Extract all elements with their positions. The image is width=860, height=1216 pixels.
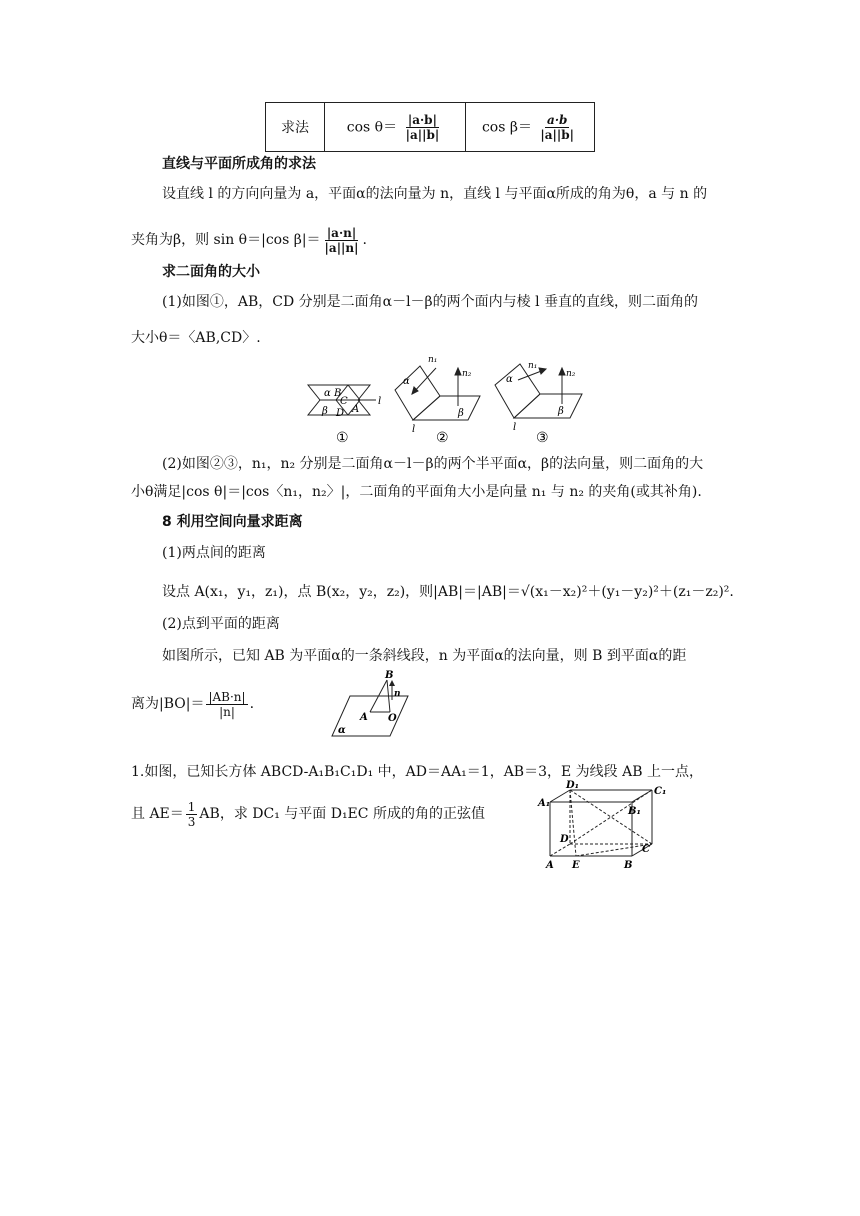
distance-p2: 如图所示，已知 AB 为平面α的一条斜线段，n 为平面α的法向量，则 B 到平面α的距 (162, 648, 687, 664)
cuboid-label-A: A (546, 860, 554, 871)
cuboid-label-A1: A₁ (538, 798, 551, 809)
distance-p3: 离为|BO|＝ $\frac{|AB\cdot n|}{|n|}$ . (131, 689, 255, 719)
cuboid-label-D: D (560, 834, 569, 845)
plane-fig-label-A: A (360, 712, 368, 723)
cuboid-label-C1: C₁ (654, 786, 667, 797)
fig2-label-alpha: α (403, 376, 410, 387)
fig1-caption: ① (336, 430, 349, 445)
heading-distance: 8 利用空间向量求距离 (162, 514, 303, 530)
fig2-label-n1: n₁ (428, 355, 438, 365)
distance-sub1: (1)两点间的距离 (162, 545, 266, 561)
sin-fraction: $\frac{|a\cdot n|}{|a||n|}$ (324, 225, 359, 255)
cuboid-label-B1: B₁ (628, 806, 641, 817)
plane-fig-label-n: n (394, 689, 401, 699)
fig3-label-beta: β (558, 406, 564, 417)
fig2-label-beta: β (458, 408, 464, 419)
table-cell-beta: cos β＝ $\frac{a\cdot b}{|a||b|}$ (466, 103, 595, 152)
fig3-caption: ③ (536, 430, 549, 445)
table-cell-theta: cos θ＝ $\frac{|a\cdot b|}{|a||b|}$ (325, 103, 466, 152)
exercise-fraction: $\frac{1}{3}$ (187, 799, 196, 829)
fig3-label-alpha: α (506, 374, 513, 385)
dihedral-p3: (2)如图②③，n₁，n₂ 分别是二面角α－l－β的两个半平面α，β的法向量，则二面角的大 (162, 456, 704, 472)
fig3-label-n1: n₁ (528, 361, 538, 371)
line-plane-p2: 夹角为β，则 sin θ＝|cos β|＝ $\frac{|a\cdot n|}{|a||n|}$ . (131, 225, 367, 255)
fig1-label-beta: β (322, 406, 328, 417)
line-plane-p1: 设直线 l 的方向向量为 a，平面α的法向量为 n，直线 l 与平面α所成的角为θ，a 与 n 的 (162, 186, 708, 202)
fig1-label-D: D (336, 408, 345, 419)
cuboid-label-D1: D₁ (566, 780, 580, 791)
heading-line-plane: 直线与平面所成角的求法 (162, 156, 316, 172)
angle-formula-table (265, 102, 595, 152)
distance-fraction: $\frac{|AB\cdot n|}{|n|}$ (208, 689, 246, 719)
exercise-line2: 且 AE＝ $\frac{1}{3}$ AB，求 DC₁ 与平面 D₁EC 所成的角的正弦值 (131, 799, 485, 829)
beta-fraction: $\frac{a\cdot b}{|a||b|}$ (540, 112, 575, 142)
cuboid-label-E: E (572, 860, 580, 871)
dihedral-p2: 大小θ＝〈AB,CD〉. (131, 330, 261, 346)
fig1-label-l: l (378, 396, 382, 407)
fig2-label-n2: n₂ (462, 369, 472, 379)
fig1-label-A: A (352, 404, 360, 415)
fig3-label-n2: n₂ (566, 369, 576, 379)
cuboid-label-C: C (642, 844, 650, 855)
plane-fig-label-O: O (388, 713, 397, 724)
theta-fraction: $\frac{|a\cdot b|}{|a||b|}$ (405, 112, 440, 142)
distance-p1: 设点 A(x₁，y₁，z₁)，点 B(x₂，y₂，z₂)，则|AB|＝|AB|＝√(x₁－x₂)²＋(y₁－y₂)²＋(z₁－z₂)². (162, 584, 734, 600)
fig1-label-B: B (334, 388, 342, 399)
distance-sub2: (2)点到平面的距离 (162, 616, 280, 632)
exercise-line1: 1.如图，已知长方体 ABCD-A₁B₁C₁D₁ 中，AD＝AA₁＝1，AB＝3，E 为线段 AB 上一点， (131, 764, 703, 780)
plane-fig-label-alpha: α (338, 725, 346, 736)
fig2-caption: ② (436, 430, 449, 445)
fig3-label-l: l (513, 422, 517, 433)
dihedral-figures (300, 350, 600, 445)
dihedral-p1: (1)如图①，AB，CD 分别是二面角α－l－β的两个面内与棱 l 垂直的直线，则二面角的 (162, 294, 699, 310)
cuboid-figure (536, 780, 696, 872)
fig1-label-C: C (340, 396, 348, 407)
point-plane-figure (330, 668, 410, 740)
fig1-label-alpha: α (324, 388, 331, 399)
dihedral-p4: 小θ满足|cos θ|＝|cos〈n₁，n₂〉|，二面角的平面角大小是向量 n₁ 与 n₂ 的夹角(或其补角). (131, 484, 702, 500)
table-row-label: 求法 (266, 103, 325, 152)
plane-fig-label-B: B (385, 670, 394, 681)
heading-dihedral: 求二面角的大小 (162, 264, 260, 280)
fig2-label-l: l (412, 424, 416, 435)
cuboid-label-B: B (624, 860, 633, 871)
